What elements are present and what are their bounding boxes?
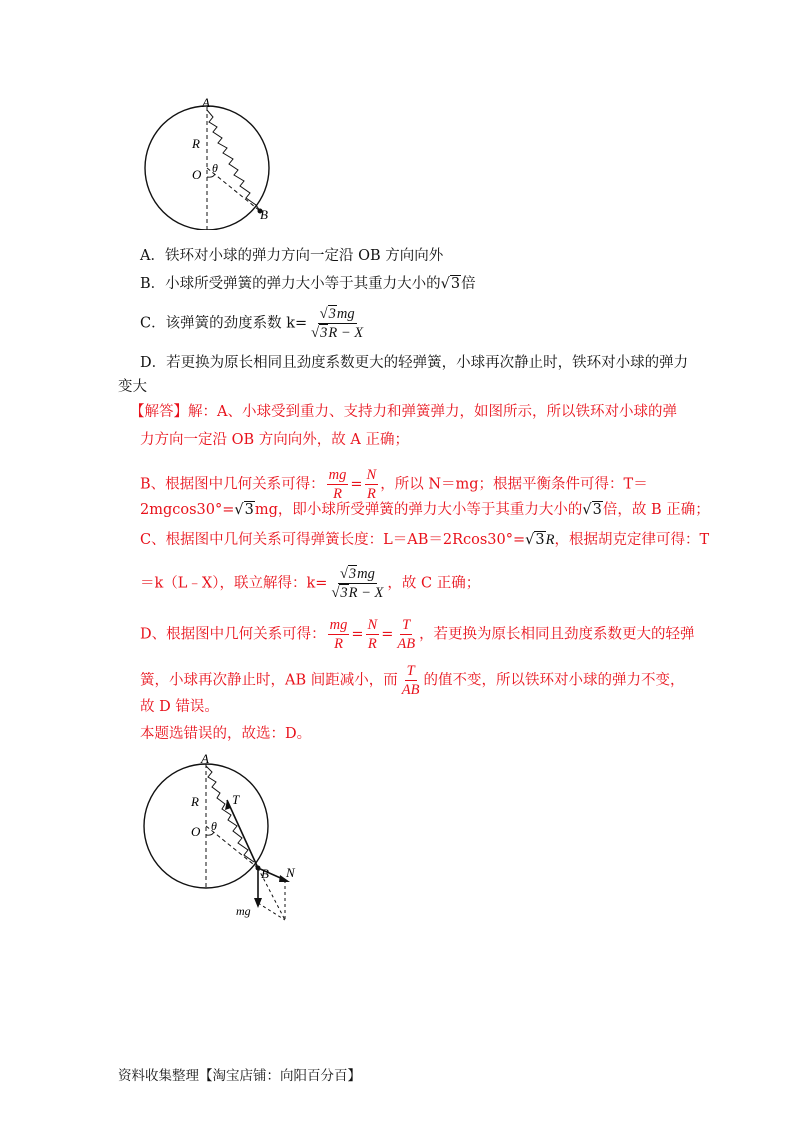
sqrt-symbol: √3 bbox=[234, 502, 254, 518]
figure2-label-mg: mg bbox=[236, 904, 251, 918]
answer-b2-line: 2mgcos30°=√3mg，即小球所受弹簧的弹力大小等于其重力大小的√3倍，故 B 正确； bbox=[140, 502, 710, 518]
figure1-label-B: B bbox=[260, 207, 268, 222]
option-a: A．铁环对小球的弹力方向一定沿 OB 方向向外 bbox=[140, 248, 444, 264]
figure2-label-R: R bbox=[191, 794, 199, 809]
figure2-label-O: O bbox=[191, 824, 201, 839]
figure1-label-O: O bbox=[192, 167, 202, 182]
figure2-label-A: A bbox=[201, 751, 209, 766]
figure2-label-B: B bbox=[261, 866, 269, 881]
option-b-suffix: 倍 bbox=[461, 276, 476, 292]
option-d-line2: 变大 bbox=[118, 379, 147, 395]
answer-a1: 解：A、小球受到重力、支持力和弹簧弹力，如图所示，所以铁环对小球的弹 bbox=[188, 404, 677, 420]
answer-d3: 故 D 错误。 bbox=[140, 699, 219, 715]
figure1-label-A: A bbox=[202, 95, 210, 110]
figure2-label-theta: θ bbox=[211, 819, 217, 833]
answer-line1 bbox=[130, 402, 677, 422]
fraction-N-R: $\frac{N}{R}$ bbox=[367, 617, 378, 652]
answer-c2-line: ＝k（L﹣X），联立解得：k= $\frac{√3mg}{√3R - X}$ ，故 C 正确； bbox=[140, 566, 481, 601]
option-b-prefix: B．小球所受弹簧的弹力大小等于其重力大小的 bbox=[140, 276, 441, 292]
option-c bbox=[140, 305, 367, 342]
answer-tag: 【解答】 bbox=[130, 404, 188, 420]
figure1-label-R: R bbox=[192, 136, 200, 151]
fraction-mg-R: $\frac{mg}{R}$ bbox=[328, 467, 347, 502]
answer-a2: 力方向一定沿 OB 方向向外，故 A 正确； bbox=[140, 432, 409, 448]
sqrt-symbol: √3 bbox=[582, 502, 602, 518]
option-d-line1: D．若更换为原长相同且劲度系数更大的轻弹簧，小球再次静止时，铁环对小球的弹力 bbox=[140, 355, 689, 371]
figure2-label-T: T bbox=[232, 792, 240, 807]
figure1-label-theta: θ bbox=[212, 161, 218, 175]
figure2-label-N: N bbox=[286, 865, 295, 880]
footer-text: 资料收集整理【淘宝店铺：向阳百分百】 bbox=[118, 1068, 361, 1084]
sqrt-symbol: √3 bbox=[440, 276, 461, 292]
figure-circle-spring bbox=[140, 95, 280, 230]
fraction-T-AB: $\frac{T}{AB}$ bbox=[397, 617, 416, 652]
answer-b-line: B、根据图中几何关系可得： $\frac{mg}{R}$ = $\frac{N}{R}$ ，所以 N＝mg；根据平衡条件可得：T＝ bbox=[140, 467, 648, 502]
answer-c-line: C、根据图中几何关系可得弹簧长度：L＝AB＝2Rcos30°=√3R，根据胡克定律可得：T bbox=[140, 532, 710, 548]
figure-force-diagram bbox=[140, 748, 310, 928]
fraction-k: $\frac{√3mg}{√3R - X}$ bbox=[331, 566, 384, 601]
answer-final: 本题选错误的，故选：D。 bbox=[140, 726, 312, 742]
option-b bbox=[140, 274, 476, 294]
answer-d-line: D、根据图中几何关系可得： $\frac{mg}{R}$ = $\frac{N}{R}$ = $\frac{T}{AB}$ ，若更换为原长相同且劲度系数更大的轻弹 bbox=[140, 617, 695, 652]
fraction-N-R: $\frac{N}{R}$ bbox=[366, 467, 377, 502]
option-c-prefix: C．该弹簧的劲度系数 k= bbox=[140, 315, 308, 332]
fraction-mg-R: $\frac{mg}{R}$ bbox=[329, 617, 348, 652]
fraction-T-AB: $\frac{T}{AB}$ bbox=[401, 663, 420, 698]
option-c-fraction: $\frac{√3mg}{√3R - X}$ bbox=[311, 306, 364, 341]
sqrt-symbol: √3 bbox=[525, 532, 545, 548]
answer-d2-line: 簧，小球再次静止时，AB 间距减小，而 $\frac{T}{AB}$ 的值不变，所以铁环对小球的弹力不变， bbox=[140, 663, 685, 698]
